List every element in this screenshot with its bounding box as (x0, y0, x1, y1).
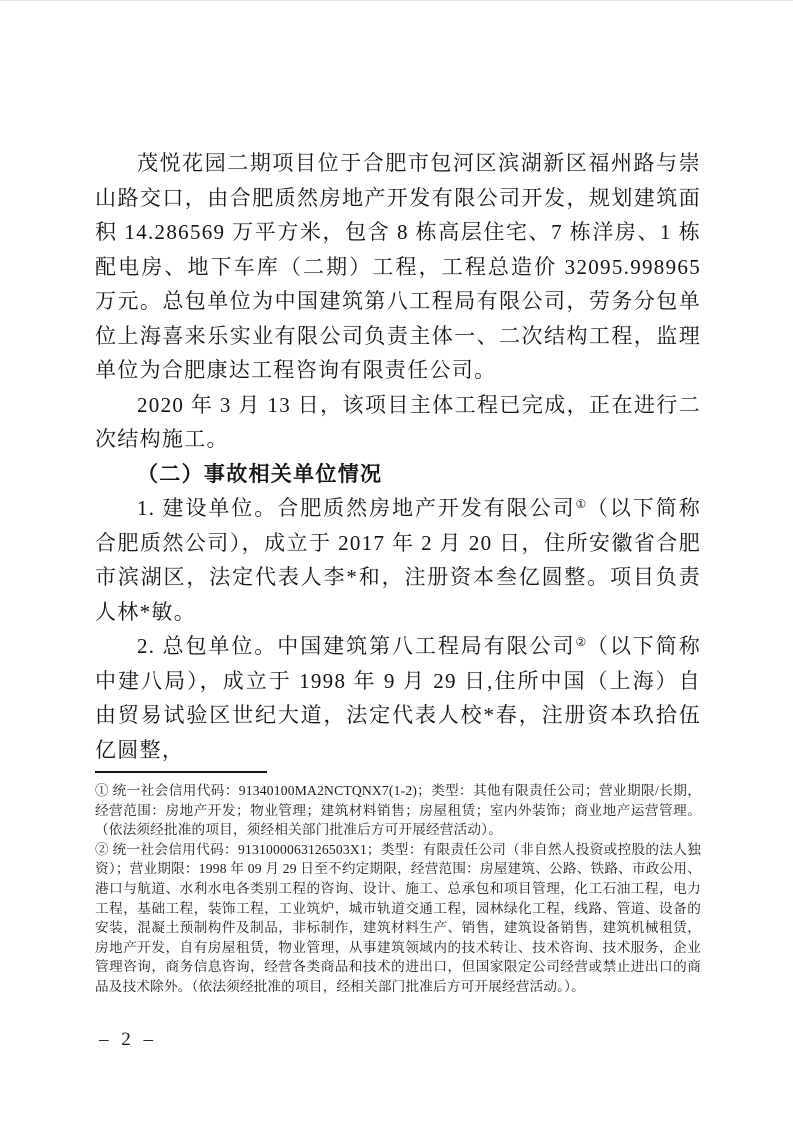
footnote-separator-line (95, 771, 267, 773)
body-paragraph (95, 629, 701, 767)
page-top-edge-line (0, 0, 793, 1)
footnote: ① 统一社会信用代码：91340100MA2NCTQNX7(1-2)；类型：其他有限责任公司；营业期限/长期，经营范围：房地产开发；物业管理；建筑材料销售；房屋租赁；室内外装饰；商业地产运营管理。（依法须经批准的项目，须经相关部门批准后方可开展经营活动）。 (95, 783, 701, 838)
text-run: 茂悦花园二期项目位于合肥市包河区滨湖新区福州路与崇山路交口，由合肥质然房地产开发有限公司开发，规划建筑面积 14.286569 万平方米，包含 8 栋高层住宅、7 栋洋房、1 栋配电房、地下车库（二期）工程，工程总造价 32095.998965 万元。总包单位为中国建筑第八工程局有限公司，劳务分包单位上海喜来乐实业有限公司负责主体一、二次结构工程，监理单位为合肥康达工程咨询有限责任公司。 (95, 151, 701, 382)
text-run: （以下简称中建八局），成立于 1998 年 9 月 29 日,住所中国（上海）自由贸易试验区世纪大道，法定代表人校*春，注册资本玖拾伍亿圆整， (95, 634, 701, 762)
text-run: （以下简称合肥质然公司），成立于 2017 年 2 月 20 日，住所安徽省合肥市滨湖区，法定代表人李*和，注册资本叁亿圆整。项目负责人林*敏。 (95, 496, 701, 624)
footnote-list (95, 781, 701, 997)
footnote-reference-mark: ② (575, 635, 587, 649)
text-run: 2020 年 3 月 13 日，该项目主体工程已完成，正在进行二次结构施工。 (95, 392, 701, 451)
section-heading (95, 457, 701, 492)
footnote-section (95, 771, 701, 997)
text-run: 2. 总包单位。中国建筑第八工程局有限公司 (137, 634, 576, 658)
text-run: （二）事故相关单位情况 (137, 461, 383, 486)
body-paragraph (95, 491, 701, 629)
page-number: – 2 – (99, 1029, 157, 1050)
text-run: 1. 建设单位。合肥质然房地产开发有限公司 (137, 496, 576, 520)
body-paragraph (95, 146, 701, 388)
body-paragraph (95, 388, 701, 457)
footnote-reference-mark: ① (575, 497, 587, 511)
footnote: ② 统一社会信用代码：9131000063126503X1；类型：有限责任公司（非自然人投资或控股的法人独资）；营业期限：1998 年 09 月 29 日至不约定期限，经营范围：房屋建筑、公路、铁路、市政公用、港口与航道、水利水电各类别工程的咨询、设计、施工、总承包和项目管理，化工石油工程，电力工程，基础工程，装饰工程，工业筑炉，城市轨道交通工程，园林绿化工程，线路、管道、设备的安装，混凝土预制构件及制品，非标制作，建筑材料生产、销售，建筑设备销售，建筑机械租赁，房地产开发，自有房屋租赁，物业管理，从事建筑领域内的技术转让、技术咨询、技术服务，企业管理咨询，商务信息咨询，经营各类商品和技术的进出口，但国家限定公司经营或禁止进出口的商品及技术除外。（依法须经批准的项目，经相关部门批准后方可开展经营活动。）。 (95, 841, 701, 994)
document-body (95, 146, 701, 767)
